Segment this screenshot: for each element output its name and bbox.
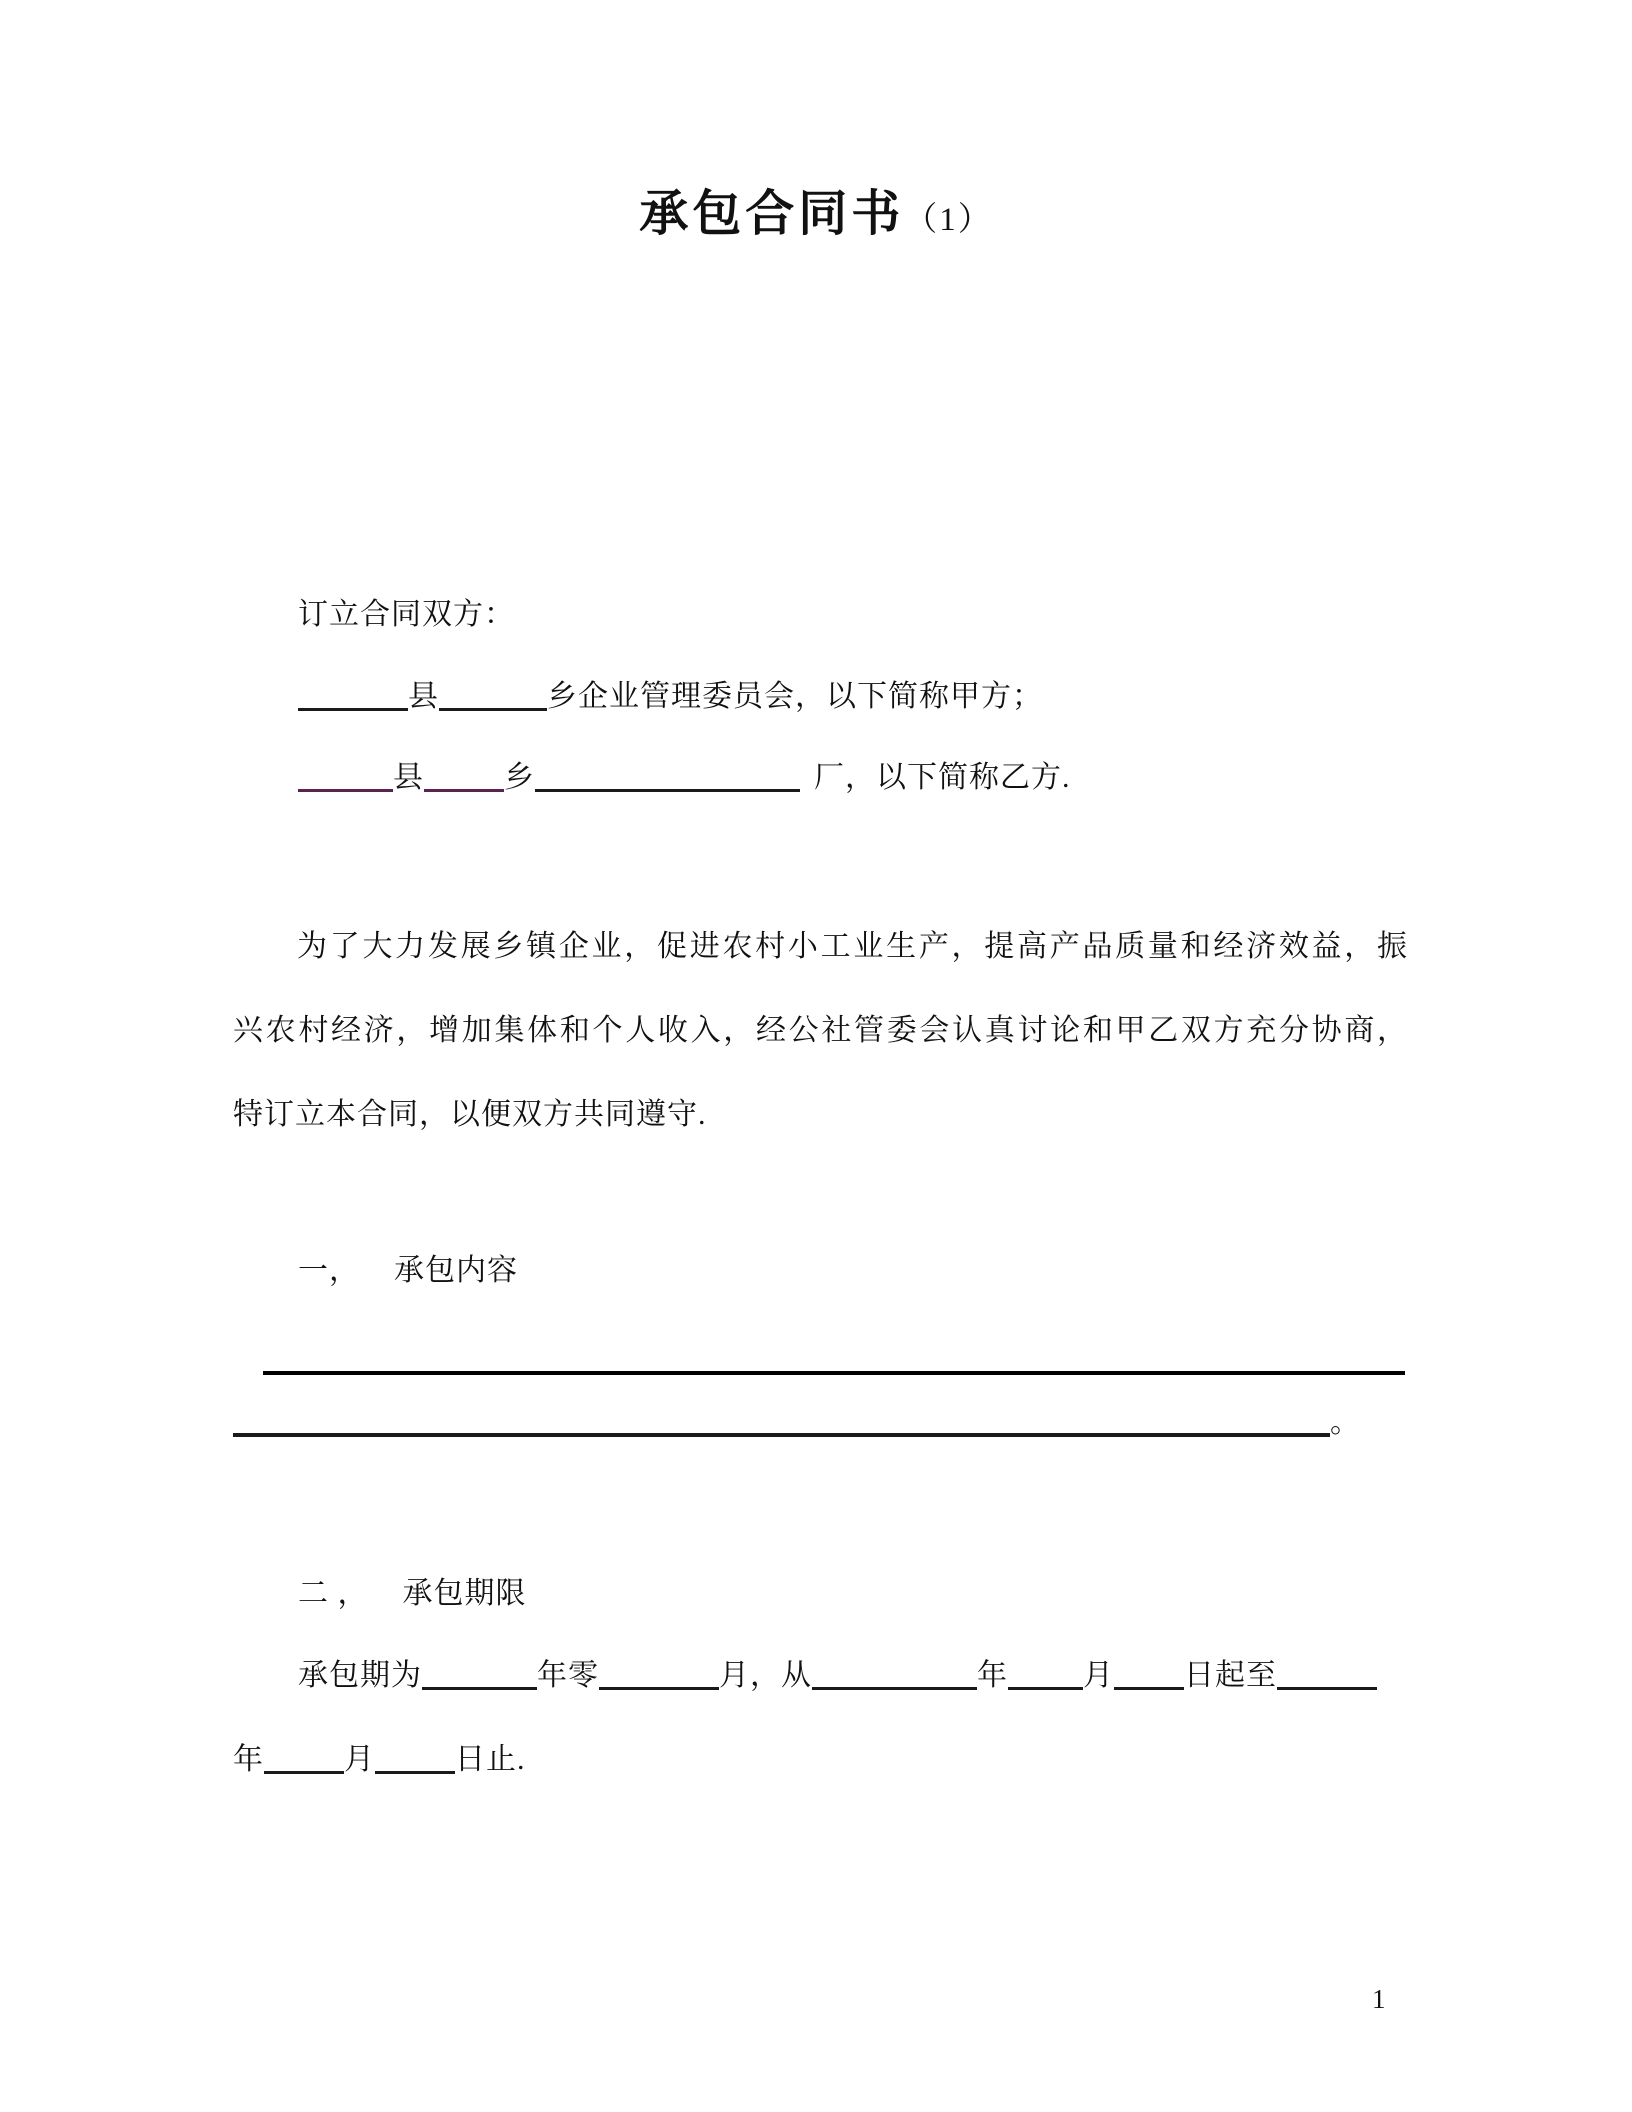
duration-text-9: 日止. [455, 1743, 526, 1776]
duration-years-blank [422, 1682, 537, 1690]
section1-number: 一， [298, 1254, 360, 1287]
duration-months-blank [599, 1682, 719, 1690]
preamble-line-1: 为了大力发展乡镇企业，促进农村小工业生产，提高产品质量和经济效益，振 [297, 930, 1408, 963]
duration-text-1: 承包期为 [298, 1659, 422, 1692]
page-number: 1 [1372, 1984, 1386, 2014]
section1-title: 承包内容 [394, 1254, 518, 1287]
preamble-line-2: 兴农村经济，增加集体和个人收入，经公社管委会认真讨论和甲乙双方充分协商， [233, 1014, 1408, 1047]
party-b-county-blank [298, 784, 393, 792]
end-year-blank [1277, 1682, 1377, 1690]
party-b-township-blank [424, 784, 504, 792]
intro-line [298, 594, 515, 636]
party-a-line [298, 676, 1043, 718]
section1-trailing-period: 。 [1330, 1406, 1360, 1439]
section1-fill-blank-2 [233, 1429, 1330, 1437]
section1-fill-line-2 [233, 1402, 1360, 1444]
section2-number: 二 ， [298, 1577, 369, 1610]
section2-duration-line-1 [298, 1655, 1377, 1697]
start-month-blank [1008, 1682, 1083, 1690]
party-a-county-blank [298, 703, 408, 711]
section2-title: 承包期限 [402, 1577, 527, 1610]
document-title-text: 承包合同书 [639, 186, 905, 241]
duration-text-2: 年零 [537, 1659, 599, 1692]
preamble-paragraph [233, 905, 1408, 1157]
intro-label: 订立合同双方： [298, 598, 515, 631]
section2-duration-line-2 [233, 1739, 526, 1781]
duration-text-5: 月 [1083, 1659, 1114, 1692]
party-b-rest-text: 厂，以下简称乙方. [814, 761, 1071, 794]
start-year-blank [812, 1682, 977, 1690]
duration-text-6: 日起至 [1184, 1659, 1277, 1692]
party-b-county-label: 县 [393, 761, 424, 794]
party-b-line [298, 757, 1071, 799]
start-day-blank [1114, 1682, 1184, 1690]
duration-text-4: 年 [977, 1659, 1008, 1692]
document-title [0, 182, 1632, 258]
party-a-township-blank [439, 703, 547, 711]
section2-heading [298, 1573, 527, 1615]
party-b-township-label: 乡 [504, 761, 535, 794]
party-a-rest-text: 乡企业管理委员会，以下简称甲方； [547, 680, 1043, 713]
document-title-suffix: （1） [904, 202, 993, 238]
end-day-blank [375, 1766, 455, 1774]
party-b-factory-blank [535, 784, 800, 792]
duration-text-3: 月，从 [719, 1659, 812, 1692]
end-month-blank [264, 1766, 344, 1774]
preamble-line-3: 特订立本合同，以便双方共同遵守. [233, 1098, 707, 1131]
party-a-county-label: 县 [408, 680, 439, 713]
section1-heading [298, 1250, 518, 1292]
duration-text-7: 年 [233, 1743, 264, 1776]
section1-fill-line-1 [263, 1371, 1405, 1375]
duration-text-8: 月 [344, 1743, 375, 1776]
